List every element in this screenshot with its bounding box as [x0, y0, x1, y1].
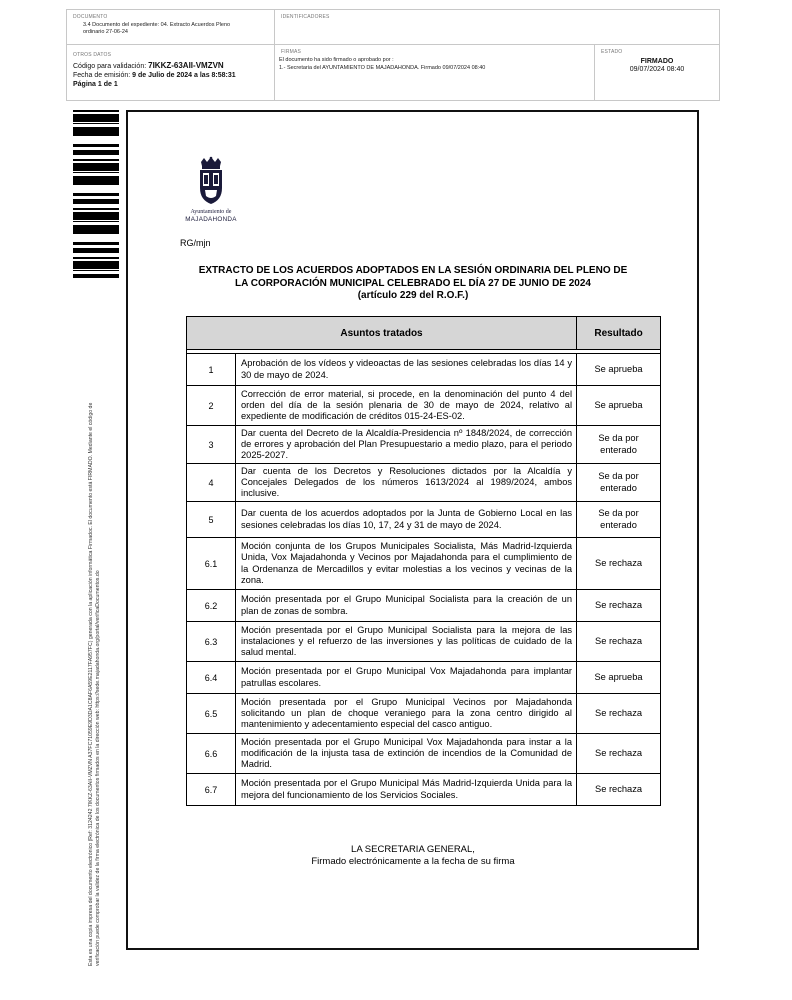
row-number: 5 — [187, 502, 236, 538]
row-number: 6.3 — [187, 622, 236, 662]
barcode-bar — [73, 274, 119, 276]
row-result: Se rechaza — [577, 734, 661, 774]
barcode-bar — [73, 193, 119, 196]
barcode-bar — [73, 129, 119, 131]
row-result: Se da por enterado — [577, 464, 661, 502]
row-subject: Dar cuenta de los acuerdos adoptados por la Junta de Gobierno Local en las sesiones celebradas los días 10, 17, 24 y 31 de mayo de 2024. — [236, 502, 577, 538]
table-body — [187, 350, 661, 806]
barcode-bar — [73, 144, 119, 147]
document-page — [126, 110, 699, 950]
row-result: Se aprueba — [577, 662, 661, 694]
barcode-image — [73, 108, 119, 278]
barcode-bar — [73, 268, 119, 269]
pagina-indicator: Página 1 de 1 — [73, 81, 118, 88]
table-row — [187, 502, 661, 538]
row-subject: Corrección de error material, si procede, en la denominación del punto 4 del orden del día de la sesión plenaria de 30 de mayo de 2024, relativo al expediente de modificación de créditos 015-24-ES-02. — [236, 386, 577, 426]
row-number: 6.2 — [187, 590, 236, 622]
barcode-bar — [73, 163, 119, 166]
table-header-row — [187, 317, 661, 350]
row-number: 6.1 — [187, 538, 236, 590]
codigo-value: 7IKKZ-63AII-VMZVN — [148, 61, 224, 70]
row-result: Se rechaza — [577, 694, 661, 734]
barcode-bar — [73, 172, 119, 173]
barcode-bar — [73, 131, 119, 134]
row-result: Se rechaza — [577, 538, 661, 590]
table-row — [187, 426, 661, 464]
row-result: Se da por enterado — [577, 502, 661, 538]
barcode-bar — [73, 123, 119, 124]
majadahonda-crest-logo — [180, 156, 242, 230]
fecha-emision — [73, 71, 236, 80]
column-header-asuntos: Asuntos tratados — [187, 317, 577, 350]
estado-caption: ESTADO — [601, 49, 623, 55]
signature-block — [168, 844, 658, 868]
row-subject: Moción presentada por el Grupo Municipal Socialista para la mejora de las instalaciones y el refuerzo de las inversiones y las políticas de cuidado de la salud mental. — [236, 622, 577, 662]
agreements-table — [186, 316, 661, 806]
barcode-bar — [73, 119, 119, 121]
estado-date: 09/07/2024 08:40 — [629, 66, 685, 73]
table-row — [187, 386, 661, 426]
barcode-bar — [73, 248, 119, 251]
title-line-2: LA CORPORACIÓN MUNICIPAL CELEBRADO EL DÍA 27 DE JUNIO DE 2024 — [235, 277, 591, 289]
barcode-bar — [73, 110, 119, 112]
row-subject: Dar cuenta de los Decretos y Resoluciones dictados por la Alcaldía y Concejales Delegados de los números 1613/2024 al 1989/2024, ambos inclusive. — [236, 464, 577, 502]
otros-datos-cell — [67, 45, 274, 100]
barcode-bar — [73, 121, 119, 122]
table-row — [187, 590, 661, 622]
barcode-bar — [73, 180, 119, 183]
row-subject: Aprobación de los vídeos y videoactas de las sesiones celebradas los días 14 y 30 de mayo de 2024. — [236, 354, 577, 386]
title-line-3: (artículo 229 del R.O.F.) — [357, 290, 469, 301]
row-number: 6.6 — [187, 734, 236, 774]
barcode-bar — [73, 219, 119, 220]
row-subject: Dar cuenta del Decreto de la Alcaldía-Presidencia nº 1848/2024, de corrección de errores y aprobación del Plan Presupuestario a medio plazo, para el periodo 2025-2027. — [236, 426, 577, 464]
barcode-bar — [73, 114, 119, 117]
logo-line-1: Ayuntamiento de — [190, 209, 232, 215]
barcode-bar — [73, 127, 119, 129]
barcode-bar — [73, 170, 119, 171]
fecha-label: Fecha de emisión: — [73, 72, 131, 79]
row-subject: Moción presentada por el Grupo Municipal Más Madrid-Izquierda Unida para la mejora del funcionamiento de los Servicios Sociales. — [236, 774, 577, 806]
row-result: Se da por enterado — [577, 426, 661, 464]
barcode-bar — [73, 217, 119, 219]
estado-value: FIRMADO — [640, 58, 674, 65]
barcode-bar — [73, 168, 119, 170]
row-result: Se rechaza — [577, 774, 661, 806]
table-row — [187, 694, 661, 734]
row-number: 2 — [187, 386, 236, 426]
barcode-bar — [73, 134, 119, 136]
document-header-top — [66, 9, 720, 45]
row-number: 1 — [187, 354, 236, 386]
reference-code: RG/mjn — [180, 238, 211, 248]
barcode-bar — [73, 159, 119, 161]
row-number: 6.5 — [187, 694, 236, 734]
identificadores-caption: IDENTIFICADORES — [281, 14, 330, 20]
firmas-line-2: 1.- Secretaria del AYUNTAMIENTO DE MAJADAHONDA. Firmado 09/07/2024 08:40 — [279, 65, 486, 71]
barcode-bar — [73, 199, 119, 202]
signature-title: LA SECRETARIA GENERAL, — [351, 844, 475, 855]
documento-caption: DOCUMENTO — [73, 14, 108, 20]
barcode-bar — [73, 202, 119, 204]
side-note-line-2: verificación puede comprobar la validez de la firma electrónica de los documentos firmados en la dirección web: https://sede.majadahonda.org/portal/verificaDocumentos.do — [95, 570, 101, 966]
firmas-caption: FIRMAS — [281, 49, 302, 55]
table-row — [187, 662, 661, 694]
row-subject: Moción presentada por el Grupo Municipal Vecinos por Majadahonda solicitando un plan de choque veraniego para la zona centro dirigido al mantenimiento y adecentamiento especial del casco antiguo. — [236, 694, 577, 734]
table-row — [187, 464, 661, 502]
row-subject: Moción presentada por el Grupo Municipal Vox Majadahonda para implantar patrullas escolares. — [236, 662, 577, 694]
barcode-bar — [73, 176, 119, 178]
document-title — [168, 265, 658, 303]
documento-text: 3.4 Documento del expediente: 04. Extracto Acuerdos Pleno ordinario 27-06-24 — [83, 22, 231, 35]
row-number: 3 — [187, 426, 236, 464]
documento-cell — [67, 10, 274, 44]
row-result: Se rechaza — [577, 590, 661, 622]
barcode-bar — [73, 229, 119, 232]
table-row — [187, 622, 661, 662]
row-number: 4 — [187, 464, 236, 502]
row-result: Se aprueba — [577, 354, 661, 386]
row-subject: Moción presentada por el Grupo Municipal Socialista para la creación de un plan de zonas de sombra. — [236, 590, 577, 622]
codigo-validacion — [73, 61, 224, 71]
table-row — [187, 538, 661, 590]
document-header-bottom — [66, 45, 720, 101]
row-result: Se aprueba — [577, 386, 661, 426]
title-line-1: EXTRACTO DE LOS ACUERDOS ADOPTADOS EN LA SESIÓN ORDINARIA DEL PLENO DE — [198, 265, 628, 276]
firmas-line-1: El documento ha sido firmado o aprobado por : — [279, 57, 394, 63]
barcode-bar — [73, 150, 119, 153]
barcode-bar — [73, 257, 119, 259]
barcode-bar — [73, 117, 119, 119]
estado-cell — [594, 45, 719, 100]
row-subject: Moción presentada por el Grupo Municipal Vox Majadahonda para instar a la modificación de la injusta tasa de extinción de incendios de la Comunidad de Madrid. — [236, 734, 577, 774]
codigo-label: Código para validación: — [73, 63, 147, 70]
barcode-bar — [73, 232, 119, 234]
barcode-bar — [73, 183, 119, 185]
column-header-resultado: Resultado — [577, 317, 661, 350]
firmas-cell — [274, 45, 594, 100]
signature-note: Firmado electrónicamente a la fecha de su firma — [311, 856, 515, 867]
barcode-bar — [73, 261, 119, 264]
row-number: 6.4 — [187, 662, 236, 694]
barcode-bar — [73, 266, 119, 268]
barcode-bar — [73, 212, 119, 215]
row-subject: Moción conjunta de los Grupos Municipales Socialista, Más Madrid-Izquierda Unida, Vox Majadahonda y Vecinos por Majadahonda para el cumplimiento de la Ordenanza de Mercadillos y evitar molestias a los vecinos y vecinas de la zona. — [236, 538, 577, 590]
barcode-bar — [73, 227, 119, 229]
barcode-bar — [73, 215, 119, 217]
row-number: 6.7 — [187, 774, 236, 806]
barcode-bar — [73, 178, 119, 180]
verification-side-note — [88, 306, 102, 966]
table-row — [187, 774, 661, 806]
side-note-line-1: Esta es una copia impresa del documento electrónico (Ref: 3124242 7IKKZ-63AII-VMZVN A37FC71059E9D3DA1C8AF6A59E2117FA957FC) generada con la aplicación informática Firmadoc. El documento está FIRMADO. Mediante el código de — [88, 402, 94, 966]
row-result: Se rechaza — [577, 622, 661, 662]
barcode-bar — [73, 264, 119, 266]
logo-line-2: MAJADAHONDA — [185, 216, 237, 223]
fecha-value: 9 de Julio de 2024 a las 8:58:31 — [132, 72, 236, 79]
barcode-bar — [73, 221, 119, 222]
barcode-bar — [73, 276, 119, 278]
barcode-bar — [73, 251, 119, 253]
barcode-bar — [73, 166, 119, 168]
barcode-bar — [73, 208, 119, 210]
barcode-bar — [73, 153, 119, 155]
barcode-bar — [73, 225, 119, 227]
table-row — [187, 354, 661, 386]
identificadores-cell — [274, 10, 719, 44]
table-row — [187, 734, 661, 774]
barcode-bar — [73, 242, 119, 245]
barcode-bar — [73, 270, 119, 271]
otros-datos-caption: OTROS DATOS — [73, 52, 112, 58]
